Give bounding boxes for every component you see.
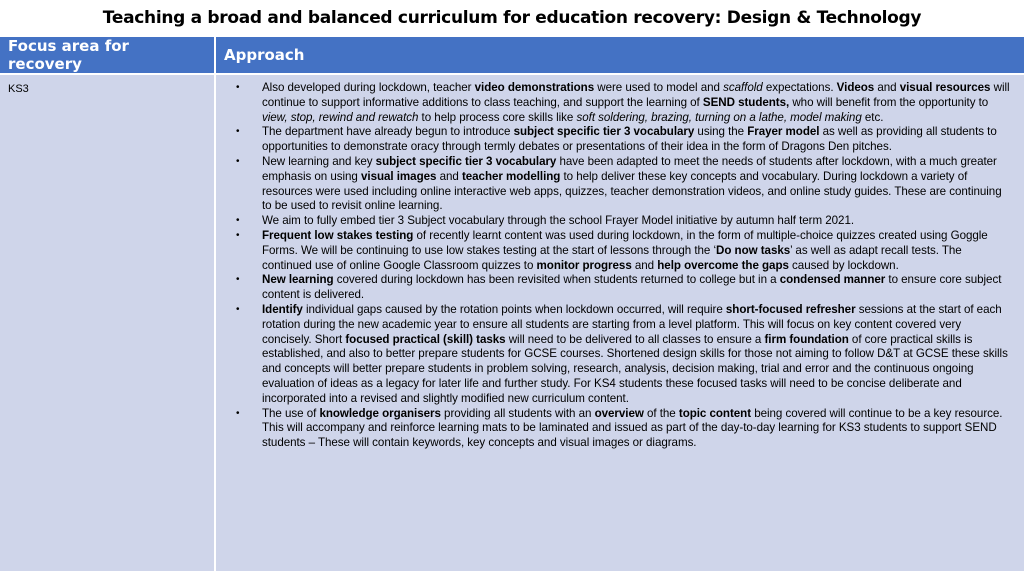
bold-text: SEND students, [702, 95, 790, 109]
header-approach: Approach [215, 37, 1024, 74]
text-run: of the [643, 406, 679, 420]
approach-bullet-item [236, 229, 1012, 273]
bold-text: topic content [678, 406, 752, 420]
text-run: being covered will continue to be a key resource. This will accompany and reinforce learning mats to be laminated and issued as part of the day-to-day learning for KS3 students to support SEND students – These will contain keywords, key concepts and visual images or diagrams. [262, 406, 1003, 450]
bold-text: subject specific tier 3 vocabulary [375, 154, 557, 168]
text-run: and [874, 81, 900, 94]
approach-bullet-item [236, 155, 1012, 214]
approach-bullet-item [236, 81, 1012, 125]
text-run: of recently learnt content was used during lockdown, in the form of multiple-choice quizzes created using Goggle Forms. We will be continuing to use low stakes testing at the start of lessons through the ‘ [262, 228, 988, 257]
text-run: Also developed during lockdown, teacher [262, 81, 475, 94]
text-run: The department have already begun to introduce [262, 125, 514, 139]
bold-text: knowledge organisers [319, 406, 441, 420]
table-row [0, 74, 1024, 571]
approach-bullet-item [236, 303, 1012, 407]
table-header-row [0, 37, 1024, 74]
approach-bullet-item [236, 273, 1012, 303]
bold-text: help overcome the gaps [657, 258, 789, 272]
bold-text: condensed manner [779, 273, 886, 287]
bold-text: New learning [262, 273, 334, 287]
bold-text: visual resources [899, 81, 991, 94]
approach-bullet-list [236, 81, 1012, 451]
bold-text: short-focused refresher [725, 302, 856, 316]
recovery-table [0, 37, 1024, 571]
slide-title: Teaching a broad and balanced curriculum for education recovery: Design & Technology [102, 8, 922, 28]
header-focus-area: Focus area for recovery [0, 37, 215, 74]
text-run: New learning and key [262, 154, 376, 168]
bold-text: overview [594, 406, 644, 420]
approach-bullet-item [236, 214, 1012, 229]
text-run: to help deliver these key concepts and vocabulary. During lockdown a variety of resources were used including online interactive web apps, quizzes, teacher demonstration videos, and online study guides. These are continuing to be used to revisit online learning. [262, 169, 1002, 213]
text-run: using the [694, 125, 748, 139]
approach-bullet-item [236, 125, 1012, 155]
text-run: will continue to support informative additions to class teaching, and support the learning of [262, 81, 1010, 109]
text-run: to ensure core subject content is delivered. [262, 273, 1002, 302]
text-run: expectations. [762, 81, 837, 94]
text-run: covered during lockdown has been revisited when students returned to college but in a [333, 273, 780, 287]
text-run: caused by lockdown. [788, 258, 899, 272]
bold-text: subject specific tier 3 vocabulary [513, 125, 695, 139]
approach-cell [215, 74, 1024, 571]
text-run: have been adapted to meet the needs of students after lockdown, with a much greater emphasis on using [262, 154, 997, 183]
text-run: to help process core skills like [418, 110, 577, 124]
bold-text: Do now tasks [716, 243, 791, 257]
text-run: ’ as well as adapt recall tests. The continued use of online Google Classroom quizzes to [262, 243, 962, 272]
text-run: and [436, 169, 462, 183]
italic-text: view, stop, rewind and rewatch [262, 110, 419, 124]
bold-text: Identify [262, 302, 303, 316]
text-run: The use of [262, 406, 320, 420]
bold-text: Videos [836, 81, 875, 94]
bold-text: teacher modelling [461, 169, 561, 183]
text-run: of core practical skills is established, and also to better prepare students for GCSE courses. Shortened design skills for those not aiming to follow D&T at GCSE these skills and concepts will better prepare students in problem solving, research, analysis, decision making, trial and error and the continuous ongoing evaluation of ideas as a legacy for later life and further study. For KS4 students these focused tasks will need to be concise deliberate and incorporated into a revised and slightly modified new curriculum content. [262, 332, 1008, 405]
text-run: sessions at the start of each rotation during the new academic year to ensure all students are starting from a level platform. This will focus on key content covered very concisely. Short [262, 302, 1002, 346]
focus-area-cell: KS3 [0, 74, 215, 571]
bold-text: monitor progress [536, 258, 632, 272]
italic-text: scaffold [723, 81, 763, 94]
text-run: will need to be delivered to all classes to ensure a [505, 332, 765, 346]
text-run: etc. [861, 110, 884, 124]
text-run: and [631, 258, 658, 272]
bold-text: firm foundation [764, 332, 849, 346]
text-run: who will benefit from the opportunity to [789, 95, 989, 109]
bold-text: visual images [361, 169, 437, 183]
text-run: were used to model and [594, 81, 724, 94]
text-run: individual gaps caused by the rotation points when lockdown occurred, will require [302, 302, 726, 316]
approach-bullet-item [236, 407, 1012, 451]
bold-text: focused practical (skill) tasks [345, 332, 506, 346]
italic-text: soft soldering, brazing, turning on a lathe, model making [576, 110, 862, 124]
bold-text: Frequent low stakes testing [262, 228, 414, 242]
text-run: as well as providing all students to opportunities to demonstrate oracy through termly debates or presentations of their idea in the form of Dragons Den pitches. [262, 125, 997, 154]
bold-text: video demonstrations [474, 81, 595, 94]
text-run: providing all students with an [440, 406, 595, 420]
bold-text: Frayer model [747, 125, 820, 139]
text-run: We aim to fully embed tier 3 Subject vocabulary through the school Frayer Model initiative by autumn half term 2021. [262, 214, 855, 228]
